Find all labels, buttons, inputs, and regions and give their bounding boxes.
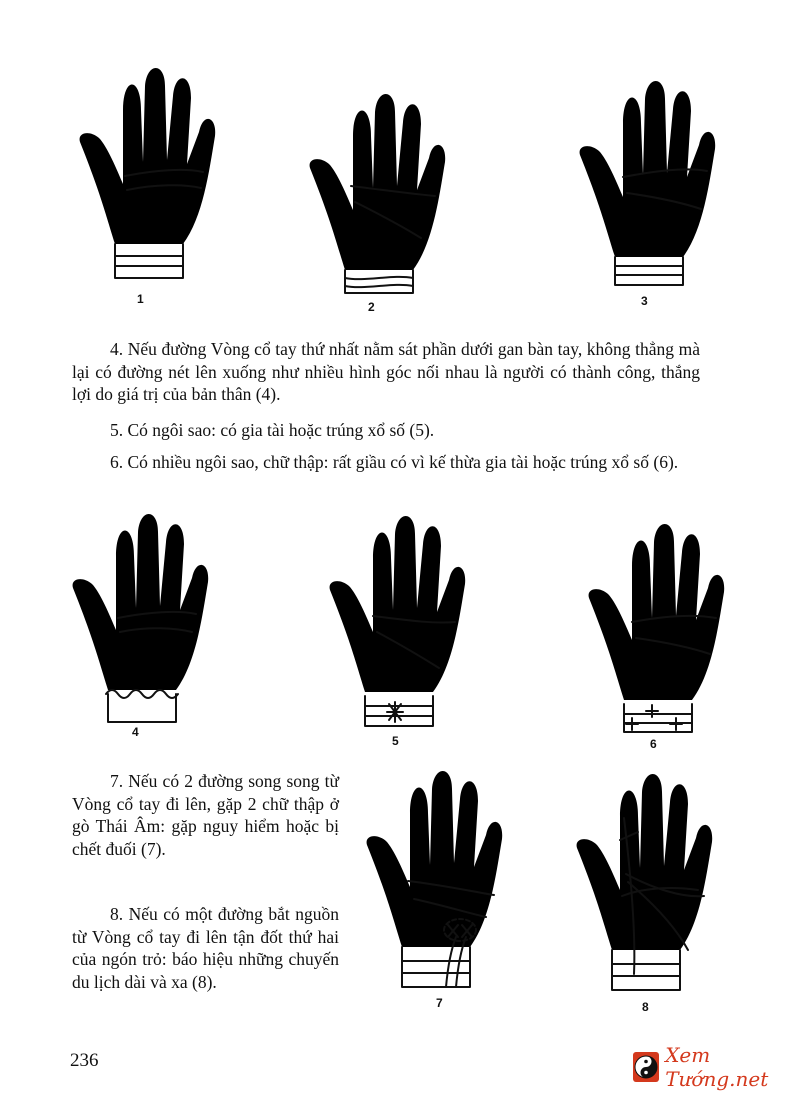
hand-figure-7	[362, 775, 512, 1000]
hand-figure-3	[575, 85, 725, 300]
hand-figure-6	[584, 528, 734, 743]
page-number: 236	[70, 1050, 99, 1071]
paragraph-5: 5. Có ngôi sao: có gia tài hoặc trúng xổ số (5).	[110, 420, 435, 440]
figure-label-4: 4	[132, 725, 139, 739]
figure-label-7: 7	[436, 996, 443, 1010]
hand-figure-8	[572, 778, 722, 1003]
hand-figure-2	[305, 98, 455, 303]
hand-figure-5	[325, 520, 475, 735]
figure-label-6: 6	[650, 737, 657, 751]
paragraph-7: 7. Nếu có 2 đường song song từ Vòng cổ tay đi lên, gặp 2 chữ thập ở gò Thái Âm: gặp nguy hiểm hoặc bị chết đuối (7).	[72, 771, 339, 859]
site-watermark	[633, 1043, 800, 1091]
hand-figure-1	[75, 72, 225, 292]
figure-label-3: 3	[641, 294, 648, 308]
figure-label-1: 1	[137, 292, 144, 306]
hand-figure-4	[68, 518, 218, 733]
paragraph-6: 6. Có nhiều ngôi sao, chữ thập: rất giầu có vì kế thừa gia tài hoặc trúng xổ số (6).	[110, 452, 679, 472]
paragraph-8: 8. Nếu có một đường bắt nguồn từ Vòng cổ tay đi lên tận đốt thứ hai của ngón trỏ: báo hiệu những chuyến du lịch dài và xa (8).	[72, 904, 339, 992]
watermark-text: Xem Tướng.net	[665, 1043, 769, 1091]
figure-label-8: 8	[642, 1000, 649, 1014]
yin-yang-icon	[633, 1052, 659, 1082]
paragraph-4: 4. Nếu đường Vòng cổ tay thứ nhất nằm sát phần dưới gan bàn tay, không thẳng mà lại có đường nét lên xuống như nhiều hình góc nối nhau là người có thành công, thắng lợi do giá trị của bản thân (4).	[72, 339, 700, 404]
figure-label-2: 2	[368, 300, 375, 314]
figure-label-5: 5	[392, 734, 399, 748]
